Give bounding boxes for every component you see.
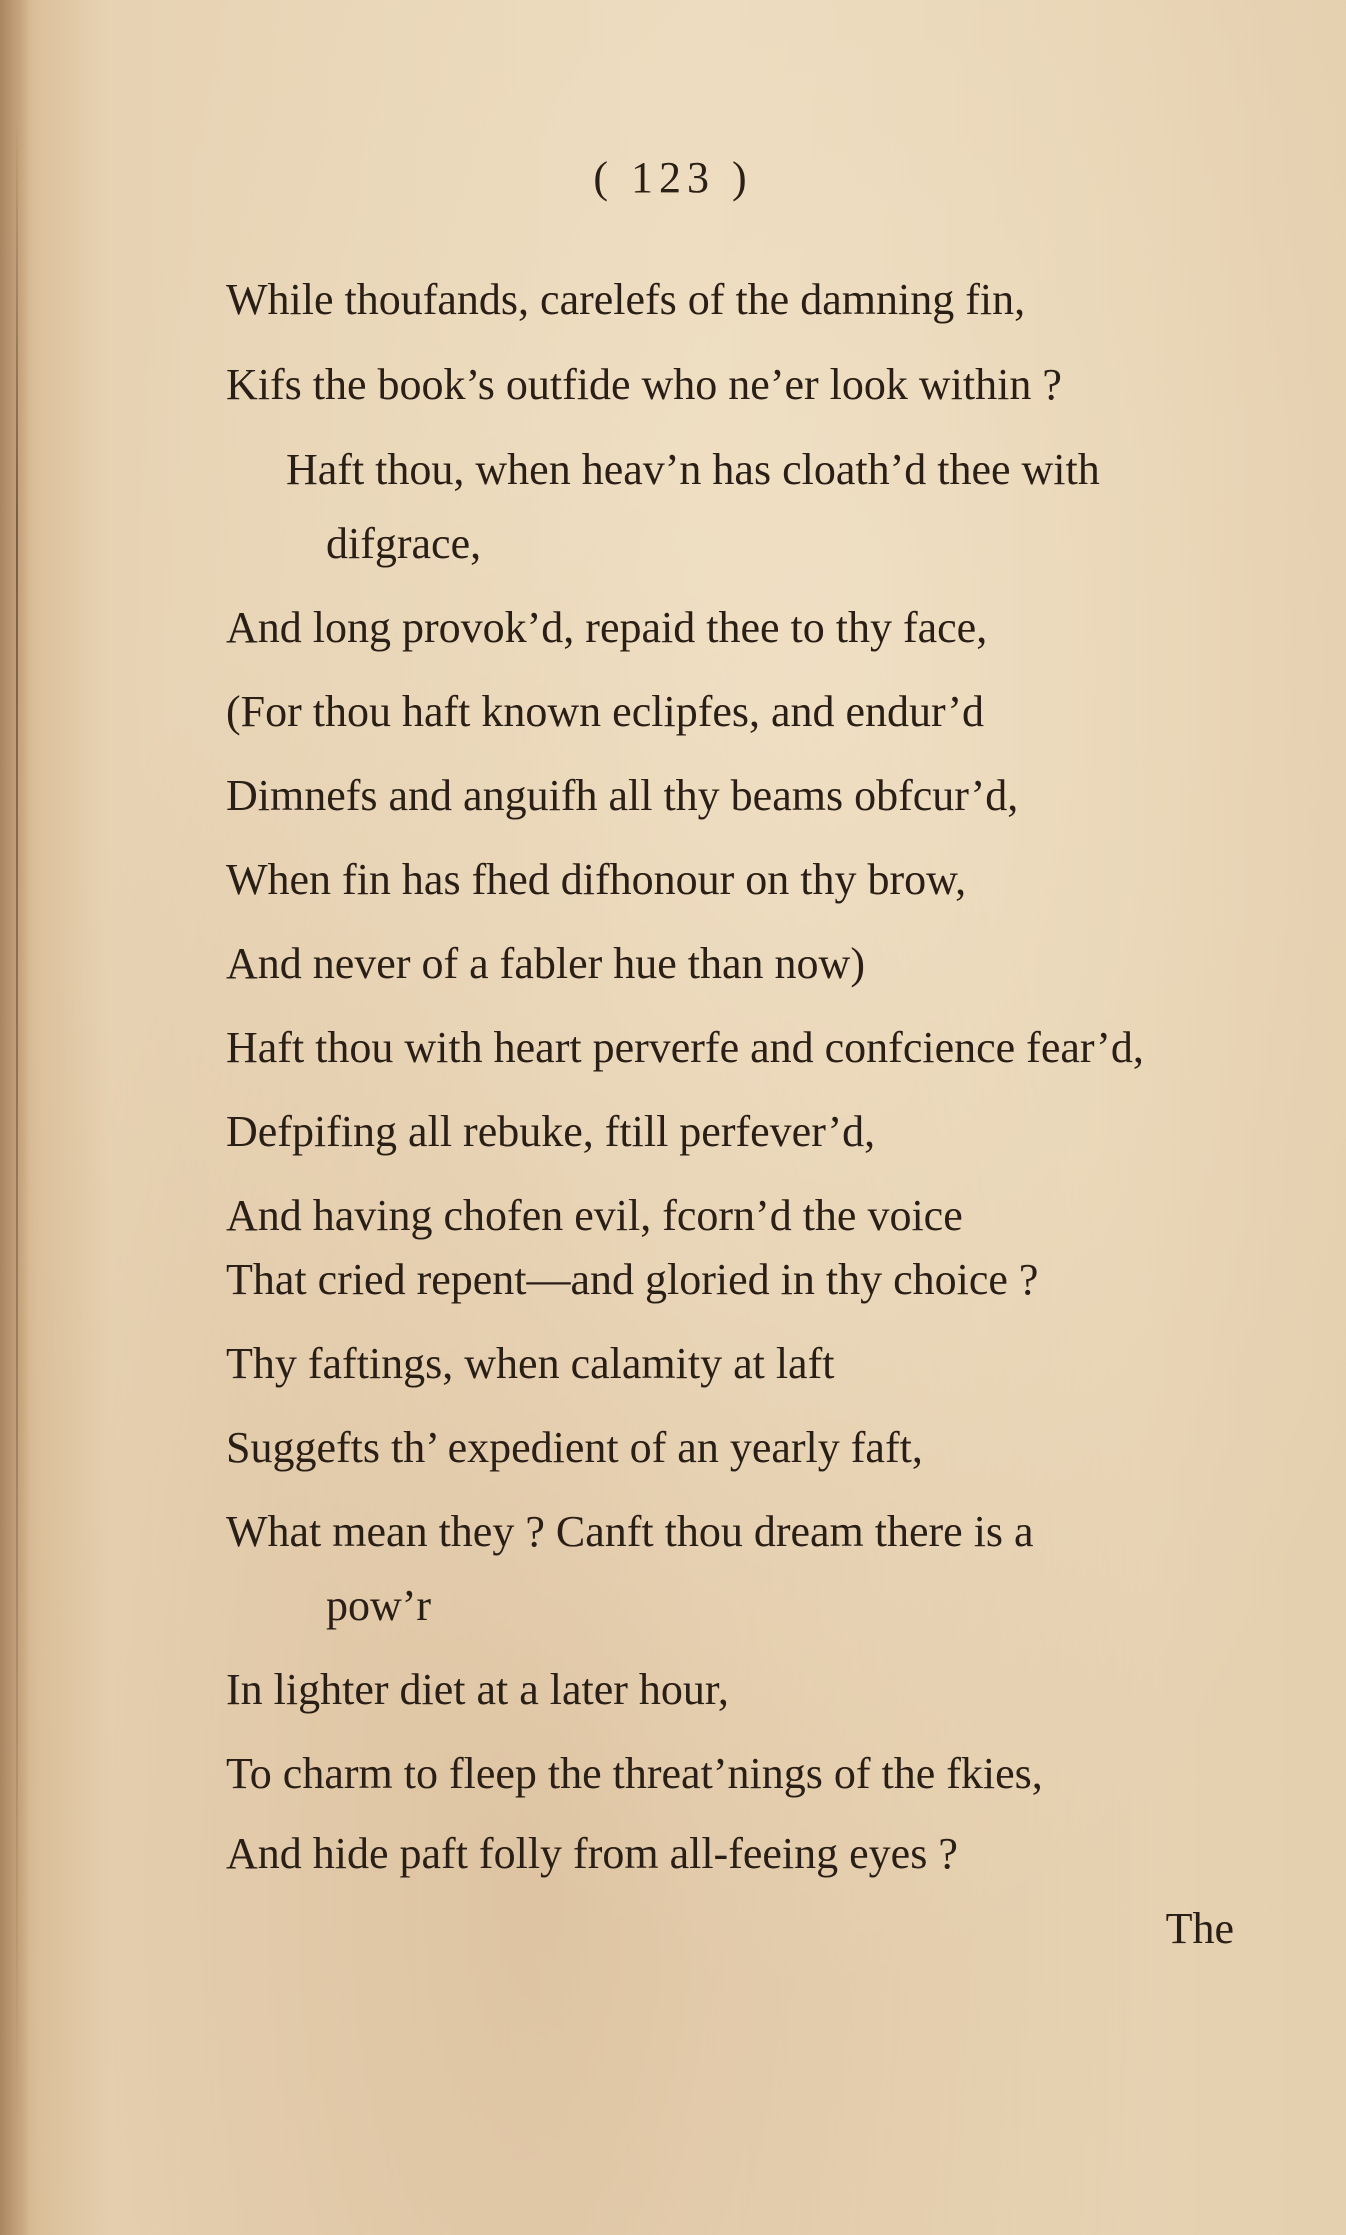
page-number-header: ( 123 ) [593,153,753,202]
poem-line: What mean they ? Canft thou dream there is a [226,1507,1034,1556]
poem-line: And long provok’d, repaid thee to thy face, [226,603,988,652]
poem-line: In lighter diet at a later hour, [226,1665,729,1714]
poem-line: That cried repent—and gloried in thy choice ? [226,1255,1039,1304]
poem-line: difgrace, [326,519,482,568]
poem-line: Defpifing all rebuke, ftill perfever’d, [226,1107,876,1156]
poem-line: And having chofen evil, fcorn’d the voice [226,1191,963,1240]
poem-line: Suggefts th’ expedient of an yearly faft, [226,1423,923,1472]
poem-line: To charm to fleep the threat’nings of the fkies, [226,1749,1043,1798]
poem-line: pow’r [326,1581,432,1630]
poem-line: And hide paft folly from all-feeing eyes ? [226,1829,958,1878]
poem-line: Kifs the book’s outfide who ne’er look within ? [226,360,1062,409]
poem-line: Thy faftings, when calamity at laft [226,1339,835,1388]
poem-line: When fin has fhed difhonour on thy brow, [226,855,967,904]
poem-line: While thoufands, carelefs of the damning fin, [226,275,1026,324]
poem-line: Haft thou, when heav’n has cloath’d thee with [286,445,1100,494]
poem-line: Dimnefs and anguifh all thy beams obfcur’d, [226,771,1019,820]
poem-line: (For thou haft known eclipfes, and endur’d [226,687,984,736]
catchword: The [1165,1904,1234,1953]
poem-line: Haft thou with heart perverfe and confcience fear’d, [226,1023,1144,1072]
poem-line: And never of a fabler hue than now) [226,939,865,988]
